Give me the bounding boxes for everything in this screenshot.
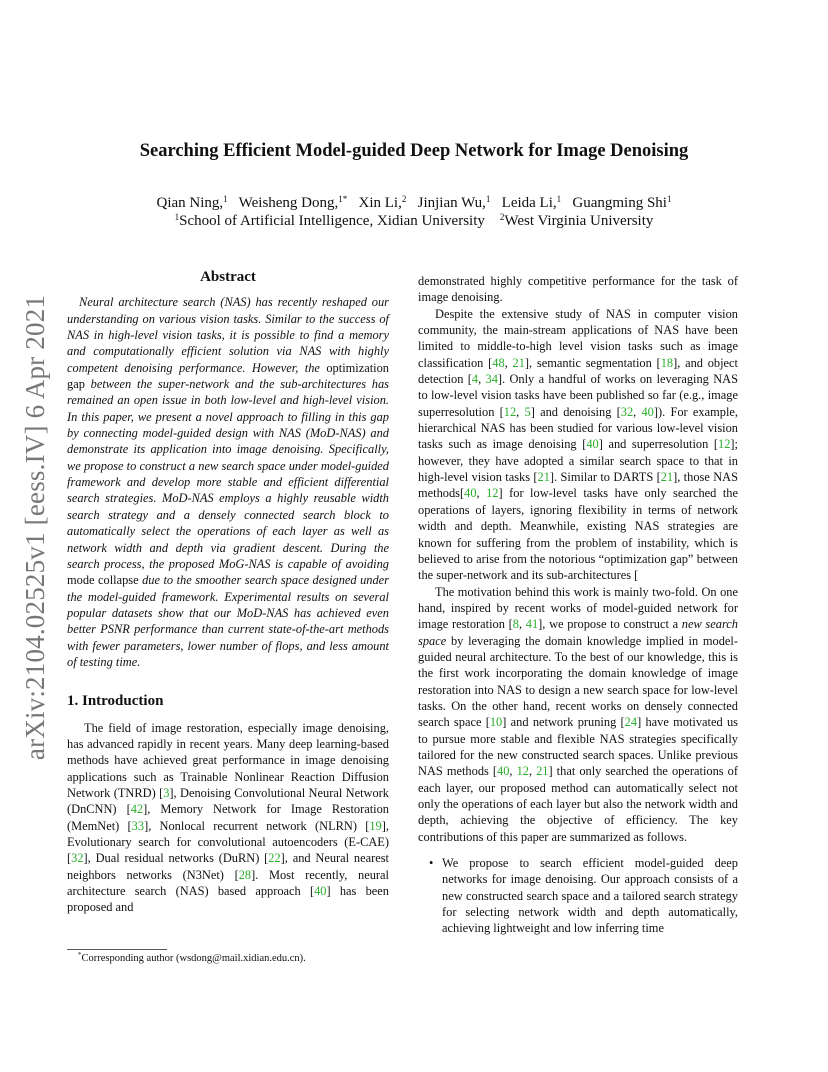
citation-link[interactable]: 12	[486, 486, 499, 501]
affiliation-name: West Virginia University	[504, 213, 654, 229]
affil-mark: 2	[499, 212, 505, 222]
body-paragraph: The motivation behind this work is mainly two-fold. On one hand, inspired by recent works of model-guided network for image restoration [8, 41], we propose to construct a new search space by leveraging the domain knowledge implied in model-guided neural architecture. To the best of our knowledge, this is the first work incorporating the domain knowledge of image restoration into NAS to design a new search space for low-level tasks. On the other hand, recent works on densely connected search space [10] and network pruning [24] have motivated us to pursue more stable and flexible NAS strategies specifically tailored for the new constructed search spaces. Unlike previous NAS methods [40, 12, 21] that only searched the operations of each layer, our proposed method can automatically select not only the operations of each layer but also the network width and depth, achieving the objective of efficiency. The key contributions of this paper are summarized as follows.	[418, 584, 739, 844]
citation-link[interactable]: 8	[512, 617, 519, 632]
citation-link[interactable]: 33	[131, 818, 145, 833]
citation-link[interactable]: 4	[471, 372, 479, 387]
author-affil-mark: 2	[401, 194, 407, 204]
affiliation-list	[0, 213, 828, 230]
citation-link[interactable]: 21	[537, 470, 550, 485]
abstract-heading: Abstract	[200, 269, 256, 285]
arxiv-identifier-text: arXiv:2104.02525v1 [eess.IV] 6 Apr 2021	[20, 294, 51, 760]
footnote-mark: *	[78, 951, 82, 959]
affil-mark: 1	[174, 212, 180, 222]
author-affil-mark: 1	[556, 194, 562, 204]
paper-title: Searching Efficient Model-guided Deep Network for Image Denoising	[139, 141, 689, 161]
bullet-dot-icon: •	[429, 856, 434, 871]
citation-link[interactable]: 32	[620, 404, 634, 419]
citation-link[interactable]: 12	[503, 404, 517, 419]
citation-link[interactable]: 21	[536, 764, 549, 779]
citation-link[interactable]: 10	[489, 715, 503, 730]
citation-link[interactable]: 21	[512, 355, 525, 370]
citation-link[interactable]: 40	[641, 404, 654, 419]
intro-paragraph: The field of image restoration, especially image denoising, has advanced rapidly in recent years. Many deep learning-based methods have achieved great performance in image denoising applications such as Trainable Nonlinear Reaction Diffusion Network (TNRD) [3], Denoising Convolutional Neural Network (DnCNN) [42], Memory Network for Image Restoration (MemNet) [33], Nonlocal recurrent network (NLRN) [19], Evolutionary search for convolutional autoencoders (E-CAE) [32], Dual residual networks (DuRN) [22], and Neural nearest neighbors networks (N3Net) [28]. Most recently, neural architecture search (NAS) based approach [40] has been proposed and	[67, 720, 390, 915]
abstract-text: Neural architecture search (NAS) has recently reshaped our understanding on various vision tasks. Similar to the success of NAS in high-level vision tasks, it is possible to find a memory and computationally efficient solution via NAS with highly competent denoising performance. However, the optimization gap between the super-network and the sub-architectures has remained an open issue in both low-level and high-level vision. In this paper, we present a novel approach to filling in this gap by connecting model-guided design with NAS (MoD-NAS) and demonstrate its application into image denoising. Specifically, we propose to construct a new search space under model-guided framework and develop more stable and efficient differential search strategies. MoD-NAS employs a highly reusable width search strategy and a densely connected search block to automatically select the operations of each layer as well as network width and depth via gradient descent. During the search process, the proposed MoG-NAS is capable of avoiding mode collapse due to the smoother search space designed under the model-guided framework. Experimental results on several popular datasets show that our MoD-NAS has achieved even better PSNR performance than current state-of-the-art methods with fewer parameters, lower number of flops, and less amount of testing time.	[67, 295, 389, 669]
citation-link[interactable]: 42	[130, 802, 144, 817]
right-column	[418, 273, 738, 937]
citation-link[interactable]: 41	[525, 617, 539, 632]
footnote-rule	[67, 949, 167, 950]
citation-link[interactable]: 34	[485, 372, 498, 387]
introduction-heading: 1. Introduction	[67, 693, 164, 710]
footnote	[78, 953, 306, 964]
citation-link[interactable]: 40	[497, 764, 510, 779]
author-name: Leida Li,	[501, 195, 557, 211]
author-name: Jinjian Wu,	[417, 195, 486, 211]
left-column	[67, 269, 389, 916]
author-affil-mark: 1	[666, 194, 672, 204]
author-affil-mark: 1	[485, 194, 491, 204]
citation-link[interactable]: 24	[624, 715, 638, 730]
author-affil-mark: 1	[223, 194, 228, 204]
citation-link[interactable]: 22	[268, 851, 281, 866]
author-name: Weisheng Dong,	[238, 195, 339, 211]
citation-link[interactable]: 40	[314, 884, 327, 899]
continued-paragraph: demonstrated highly competitive performance for the task of image denoising.	[418, 274, 738, 305]
contribution-bullet	[418, 855, 738, 937]
citation-link[interactable]: 3	[163, 785, 170, 800]
arxiv-identifier	[14, 292, 58, 762]
citation-link[interactable]: 18	[660, 355, 674, 370]
citation-link[interactable]: 5	[524, 404, 531, 419]
citation-link[interactable]: 19	[369, 818, 382, 833]
citation-link[interactable]: 12	[718, 437, 731, 452]
author-affil-mark: 1*	[338, 194, 348, 204]
author-name: Xin Li,	[358, 195, 402, 211]
bullet-text: We propose to search efficient model-guided deep networks for image denoising. Our approach consists of a new constructed search space and a tailored search strategy for selecting network width and depth automatically, achieving lightweight and low inferring time	[442, 856, 738, 936]
citation-link[interactable]: 12	[516, 764, 529, 779]
citation-link[interactable]: 32	[71, 851, 84, 866]
citation-link[interactable]: 21	[660, 470, 674, 485]
author-name: Guangming Shi	[572, 195, 667, 211]
body-paragraph: Despite the extensive study of NAS in computer vision community, the main-stream applications of NAS have been limited to middle-to-high level vision tasks such as image classification [48, 21], semantic segmentation [18], and object detection [4, 34]. Only a handful of works on leveraging NAS to low-level vision tasks have been published so far (e.g., image superresolution [12, 5] and denoising [32, 40]). For example, hierarchical NAS has been studied for various low-level vision tasks such as image denoising [40] and superresolution [12]; however, they have adopted a similar search space to that in high-level vision tasks [21]. Similar to DARTS [21], those NAS methods[40, 12] for low-level tasks have only searched the operations of layers, ignoring flexibility in terms of network width and depth. Meanwhile, existing NAS strategies are known for suffering from the problem of instability, which is believed to arise from the notorious “optimization gap” between the super-network and its sub-architectures [	[418, 306, 738, 583]
author-name: Qian Ning,	[156, 195, 224, 211]
citation-link[interactable]: 40	[464, 486, 477, 501]
affiliation-name: School of Artificial Intelligence, Xidian University	[179, 213, 485, 229]
citation-link[interactable]: 28	[238, 867, 252, 882]
citation-link[interactable]: 48	[492, 355, 505, 370]
author-list	[0, 195, 828, 212]
citation-link[interactable]: 40	[586, 437, 599, 452]
footnote-text: Corresponding author (wsdong@mail.xidian.edu.cn).	[81, 953, 306, 964]
